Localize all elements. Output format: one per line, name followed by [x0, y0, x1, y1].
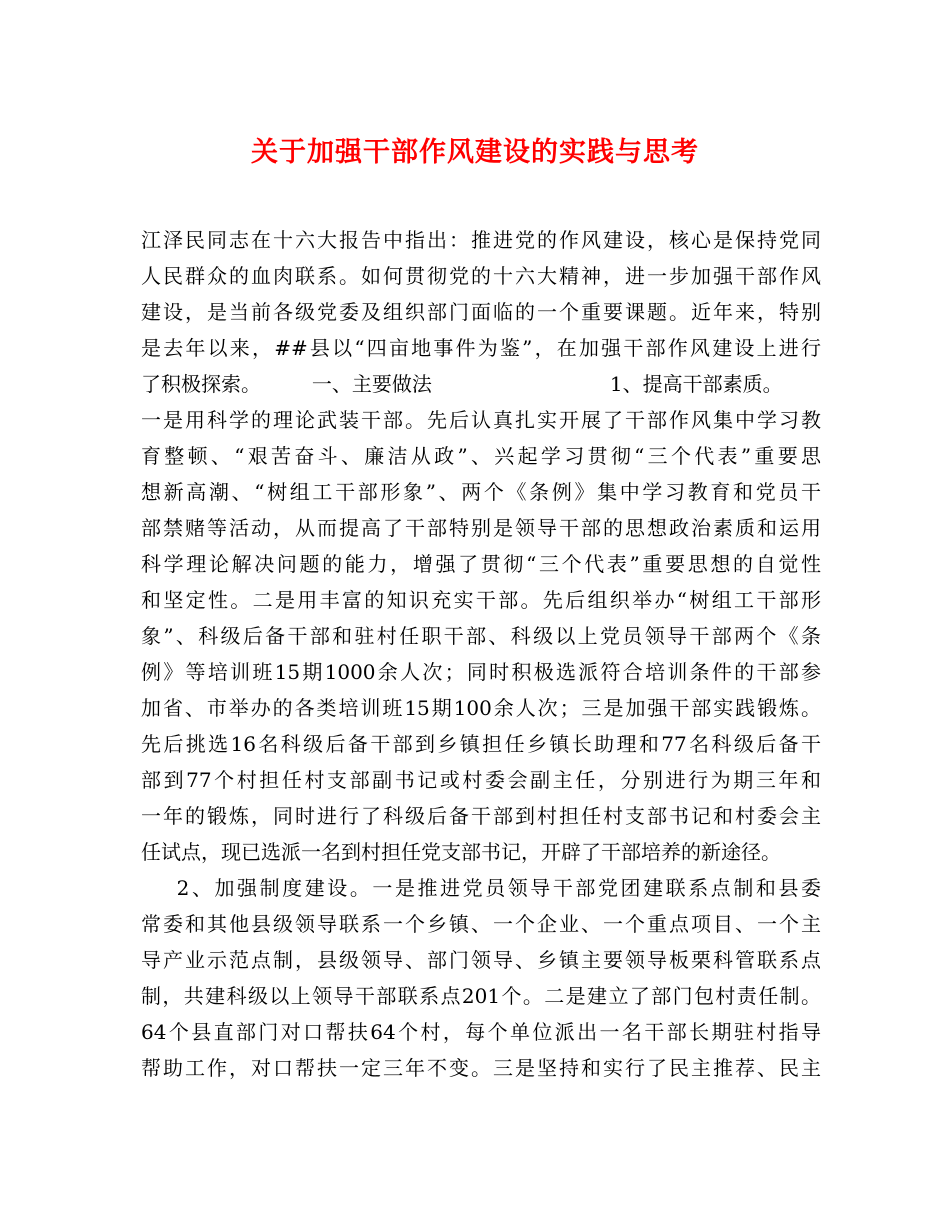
- body-line: 一年的锻炼，同时进行了科级后备干部到村担任村支部书记和村委会主: [141, 804, 821, 828]
- body-line: 常委和其他县级领导联系一个乡镇、一个企业、一个重点项目、一个主: [141, 912, 821, 936]
- body-line: 象”、科级后备干部和驻村任职干部、科级以上党员领导干部两个《条: [141, 624, 821, 648]
- body-line: 建设，是当前各级党委及组织部门面临的一个重要课题。近年来，特别: [141, 300, 821, 324]
- body-line: 导产业示范点制，县级领导、部门领导、乡镇主要领导板栗科管联系点: [141, 948, 821, 972]
- body-line: 64个县直部门对口帮扶64个村，每个单位派出一名干部长期驻村指导: [141, 1020, 821, 1044]
- body-line: 2、加强制度建设。一是推进党员领导干部党团建联系点制和县委: [141, 876, 821, 900]
- body-line: 例》等培训班15期1000余人次；同时积极选派符合培训条件的干部参: [141, 660, 821, 684]
- body-line: 人民群众的血肉联系。如何贯彻党的十六大精神，进一步加强干部作风: [141, 264, 821, 288]
- body-line: 先后挑选16名科级后备干部到乡镇担任乡镇长助理和77名科级后备干: [141, 732, 821, 756]
- body-line: 部到77个村担任村支部副书记或村委会副主任，分别进行为期三年和: [141, 768, 821, 792]
- body-line: 育整顿、“艰苦奋斗、廉洁从政”、兴起学习贯彻“三个代表”重要思: [141, 444, 821, 468]
- body-line: 和坚定性。二是用丰富的知识充实干部。先后组织举办“树组工干部形: [141, 588, 821, 612]
- body-line: 江泽民同志在十六大报告中指出：推进党的作风建设，核心是保持党同: [141, 228, 821, 252]
- body-line-headings: 了积极探索。 一、主要做法 1、提高干部素质。: [141, 372, 783, 396]
- body-line: 部禁赌等活动，从而提高了干部特别是领导干部的思想政治素质和运用: [141, 516, 821, 540]
- body-line: 是去年以来，##县以“四亩地事件为鉴”，在加强干部作风建设上进行: [141, 336, 821, 360]
- body-line: 想新高潮、“树组工干部形象”、两个《条例》集中学习教育和党员干: [141, 480, 821, 504]
- body-line: 帮助工作，对口帮扶一定三年不变。三是坚持和实行了民主推荐、民主: [141, 1056, 821, 1080]
- document-body: [141, 222, 821, 1086]
- body-line: 科学理论解决问题的能力，增强了贯彻“三个代表”重要思想的自觉性: [141, 552, 821, 576]
- body-line: 加省、市举办的各类培训班15期100余人次；三是加强干部实践锻炼。: [141, 696, 821, 720]
- body-line: 制，共建科级以上领导干部联系点201个。二是建立了部门包村责任制。: [141, 984, 821, 1008]
- document-title: 关于加强干部作风建设的实践与思考: [251, 137, 699, 168]
- body-line: 一是用科学的理论武装干部。先后认真扎实开展了干部作风集中学习教: [141, 408, 821, 432]
- body-line: 任试点，现已选派一名到村担任党支部书记，开辟了干部培养的新途径。: [141, 840, 781, 864]
